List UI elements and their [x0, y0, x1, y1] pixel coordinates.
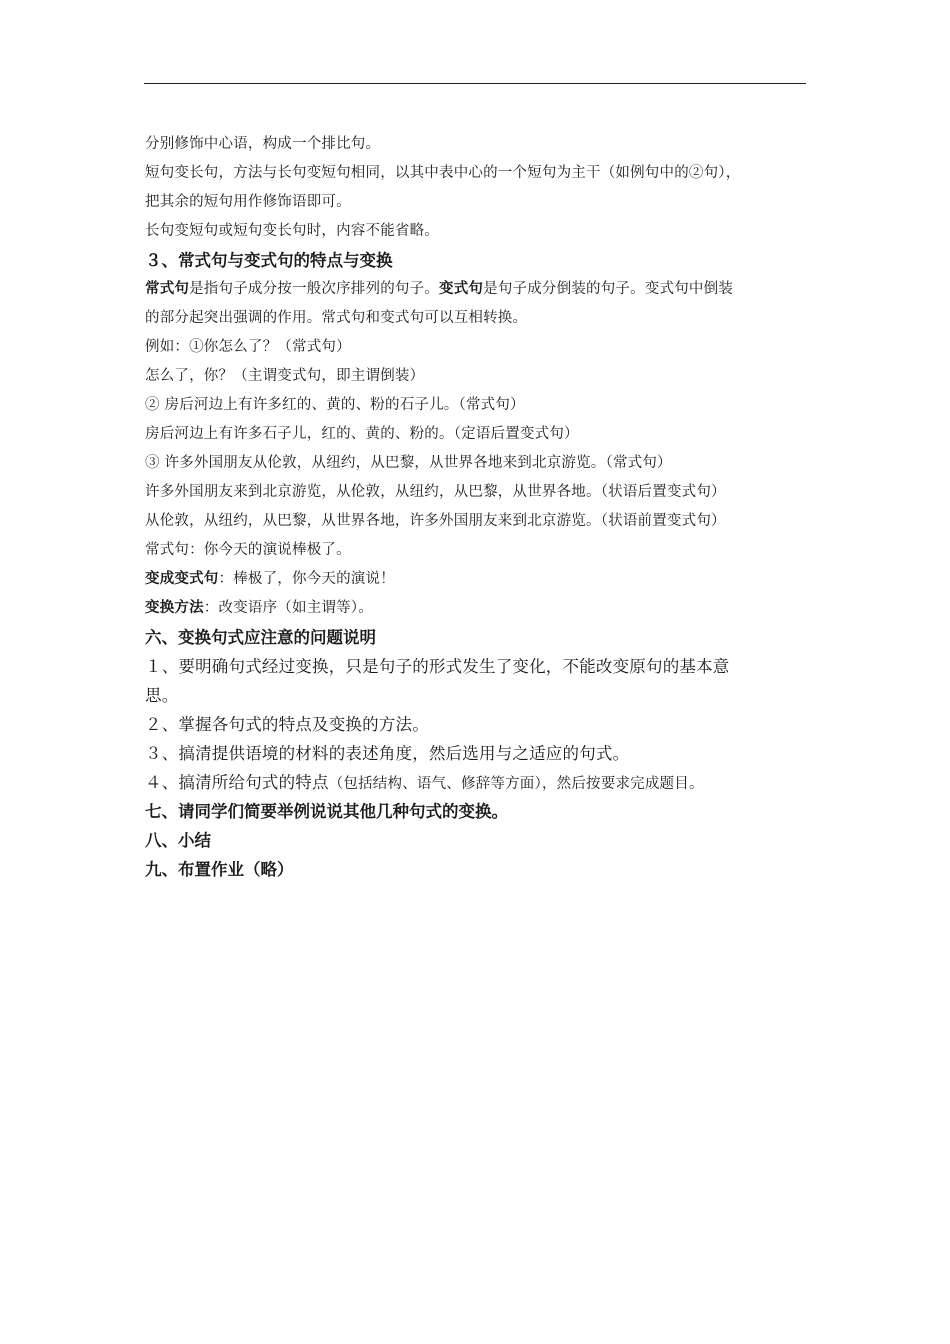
text-span: ：棒极了，你今天的演说！ — [218, 571, 395, 587]
list-item: ２、掌握各句式的特点及变换的方法。 — [145, 715, 429, 734]
text-line — [145, 275, 810, 304]
text-span: ：改变语序（如主谓等）。 — [203, 600, 373, 616]
term-bold: 变换方法 — [145, 600, 204, 616]
example-line: 从伦敦，从纽约，从巴黎，从世界各地，许多外国朋友来到北京游览。（状语前置变式句） — [145, 513, 726, 529]
example-line: ② 房后河边上有许多红的、黄的、粉的石子儿。（常式句） — [145, 397, 525, 413]
text-line — [145, 594, 810, 623]
text-span: ４、搞清所给句式的特点 — [145, 773, 329, 792]
section-heading: 六、变换句式应注意的问题说明 — [145, 628, 376, 647]
text-span: 是指句子成分按一般次序排列的句子。 — [189, 281, 440, 297]
text-span: （包括结构、语气、修辞等方面），然后按要求完成题目。 — [328, 776, 704, 792]
term-bold: 变式句 — [439, 281, 484, 297]
example-line: 怎么了，你？（主谓变式句，即主谓倒装） — [145, 368, 425, 384]
term-bold: 常式句 — [145, 281, 190, 297]
header-rule — [144, 83, 806, 84]
section-heading: 八、小结 — [145, 831, 211, 850]
text-line: 的部分起突出强调的作用。常式句和变式句可以互相转换。 — [145, 310, 528, 326]
text-line: 长句变短句或短句变长句时，内容不能省略。 — [145, 223, 439, 239]
text-line: 把其余的短句用作修饰语即可。 — [145, 194, 351, 210]
section-heading: 七、请同学们简要举例说说其他几种句式的变换。 — [145, 802, 508, 821]
example-line: 房后河边上有许多石子儿，红的、黄的、粉的。（定语后置变式句） — [145, 426, 579, 442]
list-item: １、要明确句式经过变换，只是句子的形式发生了变化，不能改变原句的基本意 — [145, 657, 730, 676]
list-item: ３、搞清提供语境的材料的表述角度，然后选用与之适应的句式。 — [145, 744, 630, 763]
document-body — [145, 130, 810, 884]
text-line — [145, 565, 810, 594]
example-line: 常式句：你今天的演说棒极了。 — [145, 542, 351, 558]
example-line: ③ 许多外国朋友从伦敦，从纽约，从巴黎，从世界各地来到北京游览。（常式句） — [145, 455, 672, 471]
section-heading: 九、布置作业（略） — [145, 860, 294, 879]
text-span: 是句子成分倒装的句子。变式句中倒装 — [483, 281, 734, 297]
text-line: 短句变长句，方法与长句变短句相同，以其中表中心的一个短句为主干（如例句中的②句）， — [145, 165, 741, 181]
section-heading: ３、常式句与变式句的特点与变换 — [145, 251, 393, 270]
list-item — [145, 768, 810, 797]
list-item-continuation: 思。 — [145, 686, 179, 705]
term-bold: 变成变式句 — [145, 571, 219, 587]
example-line: 例如：①你怎么了？（常式句） — [145, 339, 351, 355]
text-line: 分别修饰中心语，构成一个排比句。 — [145, 136, 381, 152]
example-line: 许多外国朋友来到北京游览，从伦敦，从纽约，从巴黎，从世界各地。（状语后置变式句） — [145, 484, 726, 500]
